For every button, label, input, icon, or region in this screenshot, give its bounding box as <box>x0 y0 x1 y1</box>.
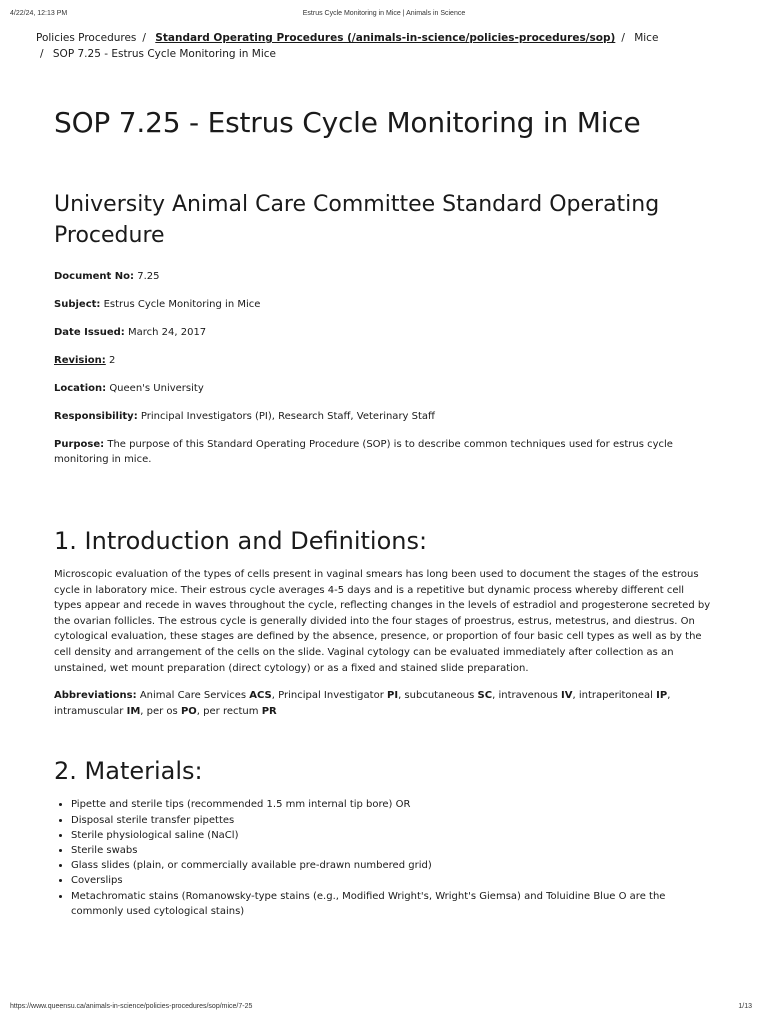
abbr-separator: , <box>572 690 579 702</box>
abbr-separator: , <box>140 705 147 717</box>
section-heading-introduction: 1. Introduction and Definitions: <box>54 527 428 555</box>
breadcrumb-policies[interactable]: Policies Procedures <box>36 32 137 44</box>
meta-value: The purpose of this Standard Operating Procedure (SOP) is to describe common techniques used for estrus cycle monitoring in mice. <box>54 439 673 465</box>
meta-label: Subject: <box>54 299 101 310</box>
meta-document-no <box>54 269 714 284</box>
breadcrumb <box>36 30 714 62</box>
abbr-term: per os <box>146 705 178 717</box>
breadcrumb-current: SOP 7.25 - Estrus Cycle Monitoring in Mice <box>52 48 276 60</box>
meta-location <box>54 381 714 396</box>
print-page-title: Estrus Cycle Monitoring in Mice | Animals in Science <box>302 10 466 17</box>
list-item: • Metachromatic stains (Romanowsky-type stains (e.g., Modified Wright's, Wright's Giemsa) and Toluidine Blue O are the commonly used cytological stains) <box>71 889 714 919</box>
meta-purpose <box>54 437 714 467</box>
breadcrumb-sop-link[interactable]: Standard Operating Procedures (/animals-in-science/policies-procedures/sop) <box>155 32 616 44</box>
print-footer <box>0 1003 768 1017</box>
meta-responsibility <box>54 409 714 424</box>
abbr-code: ACS <box>249 690 272 702</box>
abbr-separator: , <box>398 690 405 702</box>
meta-revision <box>54 353 714 368</box>
abbr-term: Principal Investigator <box>278 690 384 702</box>
abbreviations-label: Abbreviations: <box>54 690 137 702</box>
meta-subject <box>54 297 714 312</box>
materials-list <box>54 797 714 919</box>
print-url: https://www.queensu.ca/animals-in-science/policies-procedures/sop/mice/7-25 <box>10 1003 253 1010</box>
meta-value: March 24, 2017 <box>127 327 207 338</box>
abbr-separator: , <box>271 690 279 702</box>
abbr-code: PI <box>387 690 399 702</box>
list-item: • Sterile physiological saline (NaCl) <box>71 828 714 843</box>
section-heading-materials: 2. Materials: <box>54 757 203 786</box>
list-item: • Pipette and sterile tips (recommended 1.5 mm internal tip bore) OR <box>71 797 714 812</box>
abbr-term: subcutaneous <box>404 690 475 702</box>
print-datetime: 4/22/24, 12:13 PM <box>10 10 68 17</box>
introduction-paragraph: Microscopic evaluation of the types of cells present in vaginal smears has long been used to document the stages of the estrous cycle in laboratory mice. Their estrous cycle averages 4-5 days and is a repetitive but dynamic process whereby different cell types appear and recede in waves throughout the cycle, reflecting changes in the levels of estradiol and progesterone secreted by the ovarian follicles. The estrous cycle is generally divided into the four stages of proestrus, estrus, metestrus, and diestrus. On cytological evaluation, these stages are defined by the absence, presence, or proportion of four basic cell types as well as by the cell density and arrangement of the cells on the slide. Vaginal cytology can be evaluated immediately after collection as an unstained, wet mount preparation (direct cytology) or as a fixed and stained slide preparation. <box>54 569 711 674</box>
abbr-code: PO <box>180 705 197 717</box>
meta-label: Responsibility: <box>54 411 138 422</box>
page-number: 1/13 <box>738 1003 752 1010</box>
abbr-term: intraperitoneal <box>578 690 653 702</box>
list-item: • Glass slides (plain, or commercially available pre-drawn numbered grid) <box>71 858 714 873</box>
list-item: • Disposal sterile transfer pipettes <box>71 813 714 828</box>
meta-value: 2 <box>108 355 116 366</box>
breadcrumb-separator: / <box>40 48 44 60</box>
abbr-code: IM <box>126 705 141 717</box>
breadcrumb-separator: / <box>142 32 146 44</box>
breadcrumb-separator: / <box>621 32 625 44</box>
abbr-term: Animal Care Services <box>139 690 247 702</box>
abbr-code: SC <box>477 690 493 702</box>
breadcrumb-mice[interactable]: Mice <box>634 32 659 44</box>
meta-value: 7.25 <box>137 271 160 282</box>
abbr-code: PR <box>261 705 277 717</box>
meta-value: Queen's University <box>109 383 204 394</box>
meta-label: Location: <box>54 383 107 394</box>
abbr-separator: , <box>492 690 499 702</box>
meta-label: Document No: <box>54 271 135 282</box>
abbr-code: IP <box>656 690 668 702</box>
meta-value: Estrus Cycle Monitoring in Mice <box>103 299 261 310</box>
abbr-term: intramuscular <box>54 705 124 717</box>
abbr-code: IV <box>561 690 573 702</box>
meta-label: Purpose: <box>54 439 105 450</box>
abbr-term: intravenous <box>498 690 558 702</box>
abbreviations-paragraph <box>54 688 714 719</box>
list-item: • Coverslips <box>71 873 714 888</box>
abbr-separator: , <box>196 705 204 717</box>
abbr-term: per rectum <box>203 705 259 717</box>
meta-value: Principal Investigators (PI), Research Staff, Veterinary Staff <box>140 411 435 422</box>
revision-link[interactable]: Revision: <box>54 355 106 366</box>
list-item: • Sterile swabs <box>71 843 714 858</box>
meta-label: Date Issued: <box>54 327 125 338</box>
page-title: SOP 7.25 - Estrus Cycle Monitoring in Mice <box>54 106 641 139</box>
main-content <box>36 30 714 919</box>
subtitle: University Animal Care Committee Standard Operating Procedure <box>54 192 660 248</box>
abbr-separator: , <box>667 690 671 702</box>
print-header <box>0 10 768 24</box>
meta-date-issued <box>54 325 714 340</box>
